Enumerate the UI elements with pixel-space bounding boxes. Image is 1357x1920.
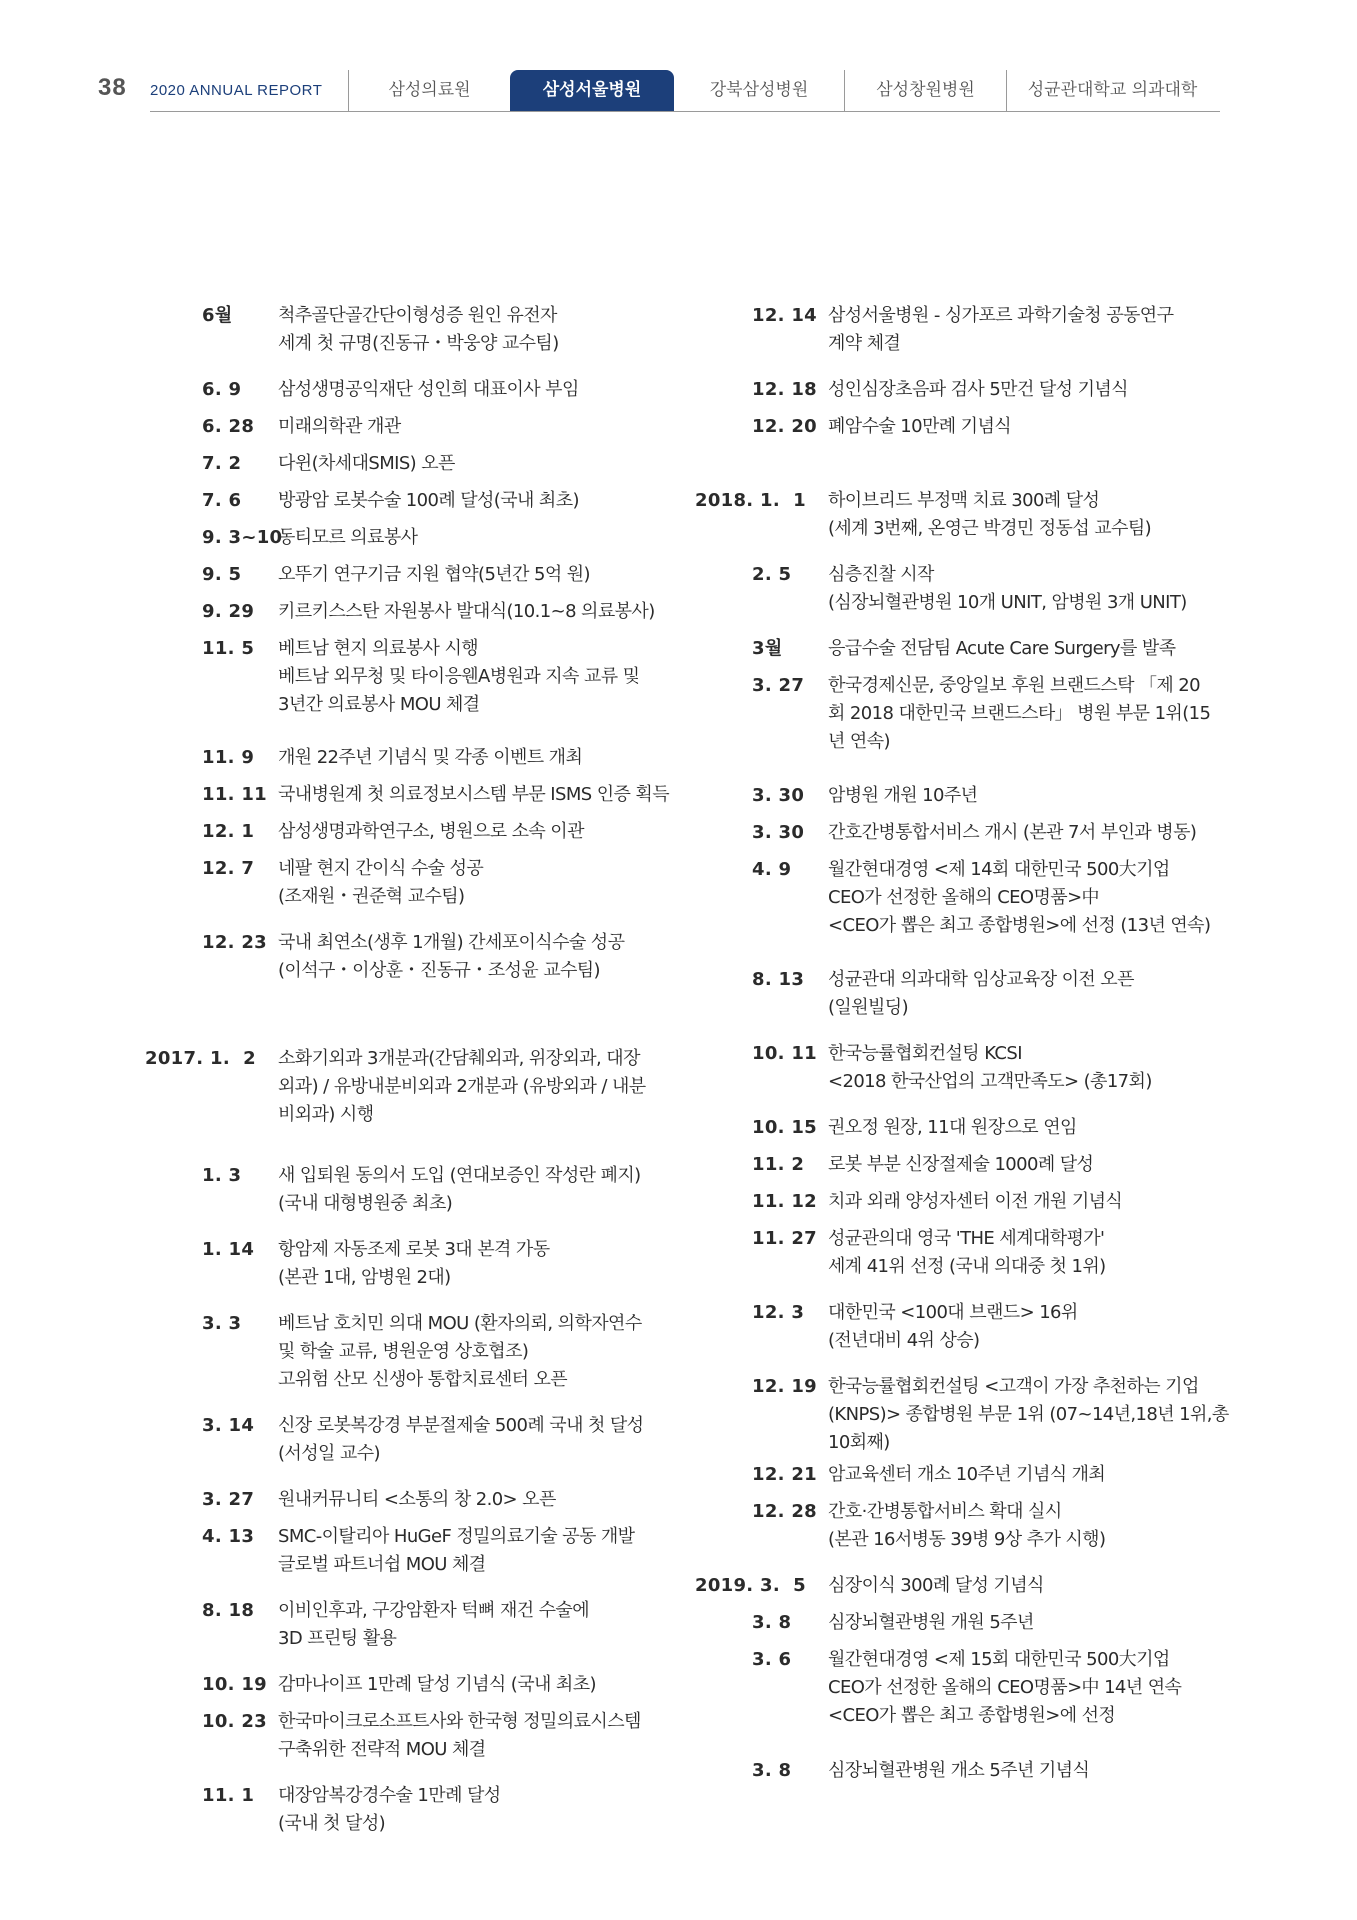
- entry-date: 10. 15: [752, 1117, 818, 1138]
- entry-line: 하이브리드 부정맥 치료 300례 달성: [828, 490, 1100, 511]
- entry-line: 10회째): [828, 1432, 890, 1453]
- entry-date: 12. 19: [752, 1376, 818, 1397]
- history-entry: [690, 1114, 1250, 1142]
- entry-date: 2019. 3. 5: [695, 1575, 806, 1596]
- entry-description: [278, 561, 700, 589]
- entry-line: 암교육센터 개소 10주년 기념식 개최: [828, 1464, 1106, 1485]
- entry-date: 6월: [202, 305, 233, 326]
- entry-line: 비외과) 시행: [278, 1104, 374, 1125]
- entry-date: 11. 1: [202, 1785, 255, 1806]
- entry-line: 새 입퇴원 동의서 도입 (연대보증인 작성란 폐지): [278, 1165, 641, 1186]
- entry-line: 간호·간병통합서비스 확대 실시: [828, 1501, 1062, 1522]
- entry-line: (조재원・권준혁 교수팀): [278, 886, 465, 907]
- entry-line: 한국능률협회컨설팅 KCSI: [828, 1043, 1022, 1064]
- entry-line: 개원 22주년 기념식 및 각종 이벤트 개최: [278, 747, 583, 768]
- hospital-tabs: [348, 70, 1218, 111]
- history-entry: [690, 856, 1250, 940]
- entry-line: 세계 41위 선정 (국내 의대중 첫 1위): [828, 1256, 1106, 1277]
- entry-date: 3. 30: [752, 822, 805, 843]
- entry-description: [828, 672, 1250, 756]
- entry-line: (KNPS)> 종합병원 부문 1위 (07~14년,18년 1위,총: [828, 1404, 1229, 1425]
- entry-description: [828, 413, 1250, 441]
- entry-line: 성균관대 의과대학 임상교육장 이전 오픈: [828, 969, 1134, 990]
- entry-description: [828, 635, 1250, 663]
- entry-line: 3년간 의료봉사 MOU 체결: [278, 694, 480, 715]
- entry-line: 키르키스스탄 자원봉사 발대식(10.1~8 의료봉사): [278, 601, 655, 622]
- history-entry: [140, 1236, 700, 1292]
- entry-description: [828, 376, 1250, 404]
- entry-line: 소화기외과 3개분과(간담췌외과, 위장외과, 대장: [278, 1048, 640, 1069]
- entry-date: 9. 3~10: [202, 527, 283, 548]
- history-entry: [140, 1045, 700, 1129]
- history-entry: [690, 1151, 1250, 1179]
- entry-line: 회 2018 대한민국 브랜드스타」 병원 부문 1위(15: [828, 703, 1211, 724]
- entry-date: 8. 18: [202, 1600, 255, 1621]
- entry-line: <CEO가 뽑은 최고 종합병원>에 선정 (13년 연속): [828, 915, 1211, 936]
- entry-date: 2. 5: [752, 564, 792, 585]
- entry-line: 계약 체결: [828, 333, 901, 354]
- entry-line: 대장암복강경수술 1만례 달성: [278, 1785, 501, 1806]
- entry-line: CEO가 선정한 올해의 CEO명품>中: [828, 887, 1099, 908]
- entry-line: 오뚜기 연구기금 지원 협약(5년간 5억 원): [278, 564, 590, 585]
- history-entry: [690, 561, 1250, 617]
- entry-description: [828, 782, 1250, 810]
- history-entry: [140, 1708, 700, 1764]
- history-entry: [690, 487, 1250, 543]
- entry-line: 암병원 개원 10주년: [828, 785, 978, 806]
- history-entry: [140, 855, 700, 911]
- entry-date: 3. 30: [752, 785, 805, 806]
- history-entry: [140, 1412, 700, 1468]
- history-entry: [690, 1646, 1250, 1730]
- entry-line: 다윈(차세대SMIS) 오픈: [278, 453, 455, 474]
- history-entry: [690, 782, 1250, 810]
- history-entry: [690, 672, 1250, 756]
- entry-date: 12. 23: [202, 932, 268, 953]
- history-entry: [140, 413, 700, 441]
- entry-description: [278, 635, 700, 719]
- history-entry: [690, 1040, 1250, 1096]
- entry-date: 11. 5: [202, 638, 255, 659]
- entry-line: (국내 대형병원중 최초): [278, 1193, 453, 1214]
- entry-date: 4. 9: [752, 859, 792, 880]
- entry-description: [278, 1310, 700, 1394]
- entry-line: (본관 1대, 암병원 2대): [278, 1267, 451, 1288]
- entry-date: 7. 2: [202, 453, 242, 474]
- history-entry: [140, 376, 700, 404]
- entry-line: 항암제 자동조제 로봇 3대 본격 가동: [278, 1239, 550, 1260]
- entry-line: 치과 외래 양성자센터 이전 개원 기념식: [828, 1191, 1123, 1212]
- entry-description: [278, 524, 700, 552]
- entry-description: [828, 1225, 1250, 1281]
- history-entry: [690, 966, 1250, 1022]
- entry-description: [828, 1646, 1250, 1730]
- entry-description: [278, 598, 700, 626]
- entry-date: 10. 19: [202, 1674, 268, 1695]
- entry-date: 2018. 1. 1: [695, 490, 806, 511]
- entry-description: [828, 487, 1250, 543]
- entry-line: (이석구・이상훈・진동규・조성윤 교수팀): [278, 960, 600, 981]
- header-rule: [150, 111, 1220, 112]
- history-entry: [690, 1757, 1250, 1785]
- entry-date: 12. 21: [752, 1464, 818, 1485]
- entry-description: [278, 1486, 700, 1514]
- entry-line: 삼성생명공익재단 성인희 대표이사 부임: [278, 379, 579, 400]
- entry-description: [278, 1162, 700, 1218]
- entry-line: 구축위한 전략적 MOU 체결: [278, 1739, 486, 1760]
- entry-date: 1. 3: [202, 1165, 242, 1186]
- entry-date: 12. 28: [752, 1501, 818, 1522]
- entry-description: [278, 744, 700, 772]
- entry-description: [828, 966, 1250, 1022]
- history-entry: [140, 1486, 700, 1514]
- entry-description: [278, 781, 700, 809]
- entry-date: 4. 13: [202, 1526, 255, 1547]
- entry-line: 글로벌 파트너쉽 MOU 체결: [278, 1554, 486, 1575]
- history-entry: [140, 1671, 700, 1699]
- history-entry: [140, 1310, 700, 1394]
- tab-samsung-seoul-hospital[interactable]: 삼성서울병원: [510, 70, 674, 111]
- history-entry: [140, 1597, 700, 1653]
- entry-description: [828, 302, 1250, 358]
- entry-date: 11. 9: [202, 747, 255, 768]
- entry-line: (본관 16서병동 39병 9상 추가 시행): [828, 1529, 1106, 1550]
- entry-line: 및 학술 교류, 병원운영 상호협조): [278, 1341, 529, 1362]
- entry-line: 심층진찰 시작: [828, 564, 934, 585]
- history-entry: [140, 450, 700, 478]
- entry-line: 간호간병통합서비스 개시 (본관 7서 부인과 병동): [828, 822, 1197, 843]
- history-entry: [140, 635, 700, 719]
- tab-skku-medicine[interactable]: 성균관대학교 의과대학: [1006, 70, 1218, 111]
- entry-line: 응급수술 전담팀 Acute Care Surgery를 발족: [828, 638, 1176, 659]
- entry-date: 12. 14: [752, 305, 818, 326]
- entry-description: [278, 818, 700, 846]
- history-entry: [140, 1523, 700, 1579]
- entry-description: [278, 1523, 700, 1579]
- entry-line: 고위험 산모 신생아 통합치료센터 오픈: [278, 1369, 568, 1390]
- entry-line: 척추골단골간단이형성증 원인 유전자: [278, 305, 557, 326]
- entry-line: 미래의학관 개관: [278, 416, 401, 437]
- entry-date: 1. 14: [202, 1239, 255, 1260]
- entry-description: [828, 1373, 1250, 1457]
- entry-line: (세계 3번째, 온영근 박경민 정동섭 교수팀): [828, 518, 1152, 539]
- history-entry: [140, 524, 700, 552]
- entry-line: (서성일 교수): [278, 1443, 380, 1464]
- entry-line: 감마나이프 1만례 달성 기념식 (국내 최초): [278, 1674, 596, 1695]
- history-entry: [690, 1609, 1250, 1637]
- history-entry: [690, 635, 1250, 663]
- entry-date: 11. 11: [202, 784, 268, 805]
- entry-description: [828, 1572, 1250, 1600]
- entry-line: 국내병원계 첫 의료정보시스템 부문 ISMS 인증 획득: [278, 784, 669, 805]
- entry-line: 베트남 외무청 및 타이응웬A병원과 지속 교류 및: [278, 666, 640, 687]
- entry-description: [278, 929, 700, 985]
- entry-date: 12. 1: [202, 821, 255, 842]
- history-entry: [690, 302, 1250, 358]
- entry-date: 3월: [752, 638, 783, 659]
- entry-description: [278, 1412, 700, 1468]
- history-entry: [140, 1782, 700, 1838]
- entry-line: 세계 첫 규명(진동규・박웅양 교수팀): [278, 333, 559, 354]
- entry-description: [278, 413, 700, 441]
- entry-line: 한국경제신문, 중앙일보 후원 브랜드스탁 「제 20: [828, 675, 1201, 696]
- entry-date: 6. 28: [202, 416, 255, 437]
- entry-line: 월간현대경영 <제 15회 대한민국 500大기업: [828, 1649, 1170, 1670]
- history-entry: [140, 561, 700, 589]
- entry-line: 월간현대경영 <제 14회 대한민국 500大기업: [828, 859, 1170, 880]
- entry-line: 이비인후과, 구강암환자 턱뼈 재건 수술에: [278, 1600, 590, 1621]
- entry-line: 한국능률협회컨설팅 <고객이 가장 추천하는 기업: [828, 1376, 1199, 1397]
- entry-date: 3. 8: [752, 1612, 792, 1633]
- history-entry: [140, 929, 700, 985]
- entry-date: 3. 14: [202, 1415, 255, 1436]
- entry-date: 11. 27: [752, 1228, 818, 1249]
- history-entry: [140, 744, 700, 772]
- history-entry: [690, 1498, 1250, 1554]
- entry-line: CEO가 선정한 올해의 CEO명품>中 14년 연속: [828, 1677, 1182, 1698]
- entry-date: 3. 27: [202, 1489, 255, 1510]
- entry-description: [278, 487, 700, 515]
- entry-description: [828, 819, 1250, 847]
- history-entry: [140, 302, 700, 358]
- history-entry: [690, 1373, 1250, 1457]
- entry-line: <CEO가 뽑은 최고 종합병원>에 선정: [828, 1705, 1116, 1726]
- entry-line: 베트남 현지 의료봉사 시행: [278, 638, 479, 659]
- entry-line: 심장뇌혈관병원 개소 5주년 기념식: [828, 1760, 1090, 1781]
- entry-date: 7. 6: [202, 490, 242, 511]
- entry-description: [278, 376, 700, 404]
- entry-description: [828, 1151, 1250, 1179]
- tab-samsung-medical-center[interactable]: 삼성의료원: [348, 70, 510, 111]
- entry-line: 삼성생명과학연구소, 병원으로 소속 이관: [278, 821, 584, 842]
- entry-line: 권오정 원장, 11대 원장으로 연임: [828, 1117, 1077, 1138]
- entry-line: <2018 한국산업의 고객만족도> (총17회): [828, 1071, 1152, 1092]
- entry-date: 3. 8: [752, 1760, 792, 1781]
- entry-description: [278, 855, 700, 911]
- page-number: 38: [98, 74, 127, 101]
- entry-date: 9. 29: [202, 601, 255, 622]
- entry-date: 12. 20: [752, 416, 818, 437]
- entry-description: [828, 1461, 1250, 1489]
- entry-line: 년 연속): [828, 731, 890, 752]
- page-header: [0, 0, 1357, 120]
- history-entry: [690, 819, 1250, 847]
- tab-samsung-changwon-hospital[interactable]: 삼성창원병원: [844, 70, 1006, 111]
- entry-line: 성균관의대 영국 'THE 세계대학평가': [828, 1228, 1105, 1249]
- entry-date: 10. 23: [202, 1711, 268, 1732]
- entry-line: 네팔 현지 간이식 수술 성공: [278, 858, 484, 879]
- history-entry: [140, 598, 700, 626]
- entry-description: [278, 1671, 700, 1699]
- tab-kangbuk-samsung-hospital[interactable]: 강북삼성병원: [709, 80, 809, 100]
- entry-description: [828, 1188, 1250, 1216]
- entry-line: 성인심장초음파 검사 5만건 달성 기념식: [828, 379, 1128, 400]
- entry-line: 한국마이크로소프트사와 한국형 정밀의료시스템: [278, 1711, 641, 1732]
- entry-date: 8. 13: [752, 969, 805, 990]
- report-title: 2020 ANNUAL REPORT: [150, 82, 323, 99]
- entry-description: [278, 1782, 700, 1838]
- entry-date: 3. 27: [752, 675, 805, 696]
- entry-description: [278, 1045, 700, 1129]
- history-entry: [140, 487, 700, 515]
- entry-description: [828, 1757, 1250, 1785]
- entry-line: (전년대비 4위 상승): [828, 1330, 980, 1351]
- entry-description: [828, 1498, 1250, 1554]
- history-entry: [690, 1225, 1250, 1281]
- entry-line: 3D 프린팅 활용: [278, 1628, 397, 1649]
- entry-description: [278, 302, 700, 358]
- entry-line: 삼성서울병원 - 싱가포르 과학기술청 공동연구: [828, 305, 1174, 326]
- entry-date: 3. 3: [202, 1313, 242, 1334]
- entry-line: (심장뇌혈관병원 10개 UNIT, 암병원 3개 UNIT): [828, 592, 1187, 613]
- entry-line: 베트남 호치민 의대 MOU (환자의뢰, 의학자연수: [278, 1313, 642, 1334]
- entry-date: 3. 6: [752, 1649, 792, 1670]
- history-entry: [690, 376, 1250, 404]
- entry-line: 방광암 로봇수술 100례 달성(국내 최초): [278, 490, 579, 511]
- entry-description: [828, 561, 1250, 617]
- entry-description: [278, 450, 700, 478]
- entry-description: [828, 856, 1250, 940]
- entry-line: 동티모르 의료봉사: [278, 527, 418, 548]
- entry-line: 폐암수술 10만례 기념식: [828, 416, 1012, 437]
- entry-line: SMC-이탈리아 HuGeF 정밀의료기술 공동 개발: [278, 1526, 635, 1547]
- entry-description: [278, 1597, 700, 1653]
- entry-line: 외과) / 유방내분비외과 2개분과 (유방외과 / 내분: [278, 1076, 646, 1097]
- entry-date: 11. 12: [752, 1191, 818, 1212]
- entry-date: 2017. 1. 2: [145, 1048, 256, 1069]
- history-entry: [140, 818, 700, 846]
- entry-line: 로봇 부분 신장절제술 1000례 달성: [828, 1154, 1094, 1175]
- entry-date: 9. 5: [202, 564, 242, 585]
- history-entry: [690, 1299, 1250, 1355]
- entry-date: 6. 9: [202, 379, 242, 400]
- entry-description: [828, 1114, 1250, 1142]
- entry-line: (국내 첫 달성): [278, 1813, 386, 1834]
- entry-line: 심장뇌혈관병원 개원 5주년: [828, 1612, 1034, 1633]
- entry-date: 12. 18: [752, 379, 818, 400]
- entry-description: [828, 1299, 1250, 1355]
- history-entry: [690, 1188, 1250, 1216]
- entry-description: [828, 1609, 1250, 1637]
- history-entry: [140, 1162, 700, 1218]
- history-entry: [690, 413, 1250, 441]
- entry-line: 원내커뮤니티 <소통의 창 2.0> 오픈: [278, 1489, 556, 1510]
- entry-line: 국내 최연소(생후 1개월) 간세포이식수술 성공: [278, 932, 625, 953]
- entry-date: 12. 7: [202, 858, 255, 879]
- entry-line: 심장이식 300례 달성 기념식: [828, 1575, 1044, 1596]
- entry-date: 12. 3: [752, 1302, 805, 1323]
- entry-line: (일원빌딩): [828, 997, 908, 1018]
- history-entry: [690, 1572, 1250, 1600]
- entry-line: 신장 로봇복강경 부분절제술 500례 국내 첫 달성: [278, 1415, 644, 1436]
- entry-date: 11. 2: [752, 1154, 805, 1175]
- entry-description: [278, 1708, 700, 1764]
- entry-date: 10. 11: [752, 1043, 818, 1064]
- history-entry: [140, 781, 700, 809]
- entry-description: [828, 1040, 1250, 1096]
- entry-line: 대한민국 <100대 브랜드> 16위: [828, 1302, 1078, 1323]
- history-entry: [690, 1461, 1250, 1489]
- entry-description: [278, 1236, 700, 1292]
